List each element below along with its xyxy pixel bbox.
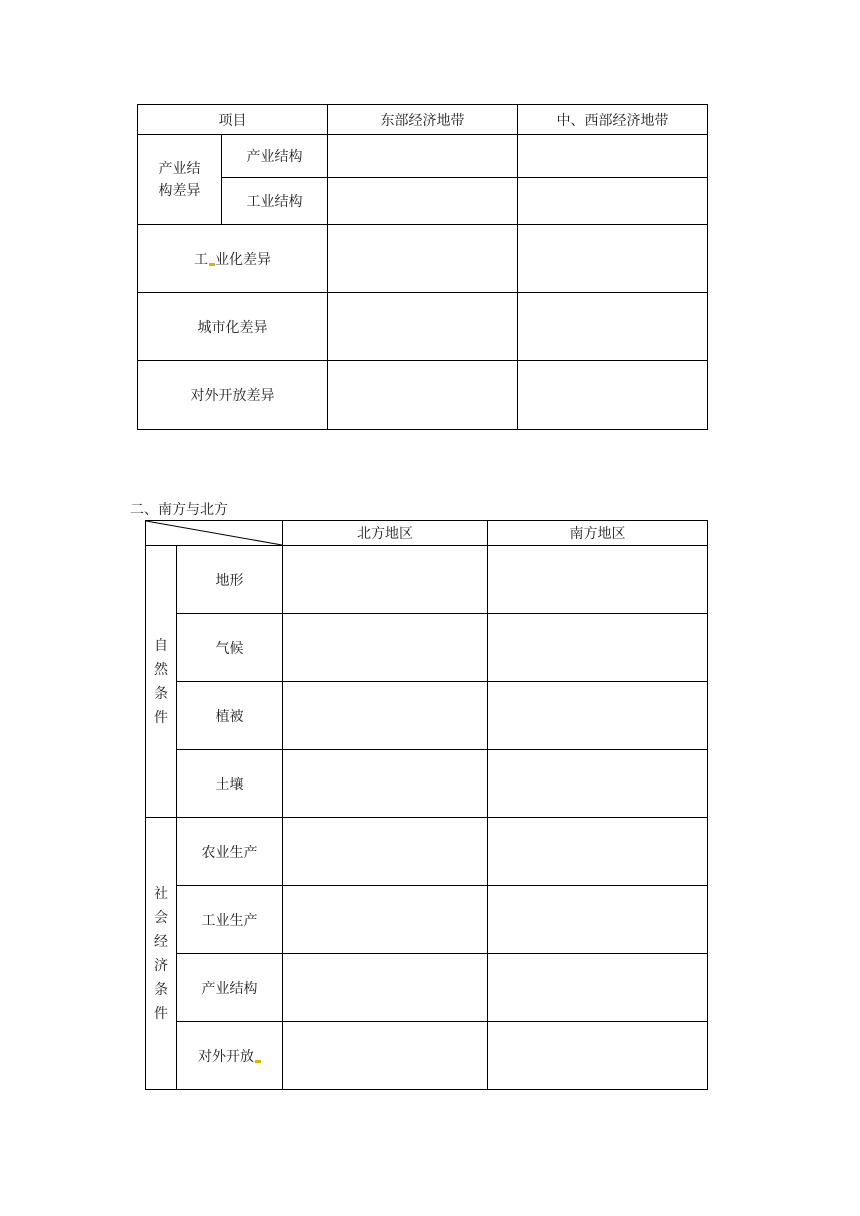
vertical-char: 经 [154, 933, 168, 950]
answer-cell[interactable] [488, 1022, 708, 1090]
row-label-soil: 土壤 [177, 750, 283, 818]
answer-cell[interactable] [518, 225, 708, 293]
row-label-industry: 工业生产 [177, 886, 283, 954]
answer-cell[interactable] [283, 614, 488, 682]
table-row [146, 614, 708, 682]
answer-cell[interactable] [488, 818, 708, 886]
table-row [138, 293, 708, 361]
label-part: 业化差异 [215, 251, 271, 268]
answer-cell[interactable] [328, 178, 518, 225]
answer-cell[interactable] [328, 293, 518, 361]
table-row [146, 1022, 708, 1090]
answer-cell[interactable] [518, 178, 708, 225]
vertical-char: 社 [154, 885, 168, 902]
answer-cell[interactable] [488, 886, 708, 954]
table-row [146, 954, 708, 1022]
row-label-vegetation: 植被 [177, 682, 283, 750]
answer-cell[interactable] [283, 954, 488, 1022]
vertical-char: 条 [154, 685, 168, 702]
header-north-region: 北方地区 [283, 521, 488, 546]
natural-conditions-label [146, 546, 177, 818]
answer-cell[interactable] [283, 682, 488, 750]
answer-cell[interactable] [328, 225, 518, 293]
table-header-row [146, 521, 708, 546]
row-label-industry-structure: 产业结构 [177, 954, 283, 1022]
answer-cell[interactable] [488, 954, 708, 1022]
row-label-agriculture: 农业生产 [177, 818, 283, 886]
table-row [138, 135, 708, 178]
row-label-terrain: 地形 [177, 546, 283, 614]
row-label-industrial-structure: 工业结构 [222, 178, 328, 225]
table-row [146, 546, 708, 614]
label-part: 工 [194, 251, 208, 268]
table-row [138, 361, 708, 430]
row-label-industry-structure: 产业结构 [222, 135, 328, 178]
section-title: 二、南方与北方 [130, 502, 228, 518]
table-row [146, 818, 708, 886]
header-item: 项目 [138, 105, 328, 135]
table-row [146, 886, 708, 954]
vertical-char: 件 [154, 709, 168, 726]
answer-cell[interactable] [518, 293, 708, 361]
label-text: 对外开放 [198, 1048, 254, 1065]
vertical-char: 条 [154, 981, 168, 998]
row-label-opening: 对外开放差异 [138, 361, 328, 430]
table-row [138, 178, 708, 225]
row-label-opening [177, 1022, 283, 1090]
table-row [138, 225, 708, 293]
comparison-table-north-south [145, 520, 708, 1090]
answer-cell[interactable] [488, 682, 708, 750]
vertical-char: 件 [154, 1005, 168, 1022]
header-east-zone: 东部经济地带 [328, 105, 518, 135]
answer-cell[interactable] [488, 750, 708, 818]
edit-mark [255, 1060, 261, 1063]
answer-cell[interactable] [283, 886, 488, 954]
vertical-char: 济 [154, 957, 168, 974]
table-row [146, 750, 708, 818]
table-header-row [138, 105, 708, 135]
header-central-west-zone: 中、西部经济地带 [518, 105, 708, 135]
diagonal-header-cell [146, 521, 283, 546]
row-label-industrialization [138, 225, 328, 293]
answer-cell[interactable] [283, 546, 488, 614]
row-label-climate: 气候 [177, 614, 283, 682]
answer-cell[interactable] [328, 361, 518, 430]
header-south-region: 南方地区 [488, 521, 708, 546]
answer-cell[interactable] [283, 1022, 488, 1090]
table-row [146, 682, 708, 750]
group-label-line: 构差异 [158, 182, 201, 199]
diagonal-line [146, 521, 282, 545]
row-label-urbanization: 城市化差异 [138, 293, 328, 361]
comparison-table-regions [137, 104, 708, 430]
answer-cell[interactable] [518, 361, 708, 430]
answer-cell[interactable] [488, 546, 708, 614]
industry-structure-difference-label [138, 135, 222, 225]
answer-cell[interactable] [283, 818, 488, 886]
social-economic-conditions-label [146, 818, 177, 1090]
answer-cell[interactable] [518, 135, 708, 178]
answer-cell[interactable] [283, 750, 488, 818]
answer-cell[interactable] [328, 135, 518, 178]
vertical-char: 然 [154, 661, 168, 678]
vertical-char: 会 [154, 909, 168, 926]
answer-cell[interactable] [488, 614, 708, 682]
group-label-line: 产业结 [158, 160, 201, 177]
vertical-char: 自 [154, 637, 168, 654]
